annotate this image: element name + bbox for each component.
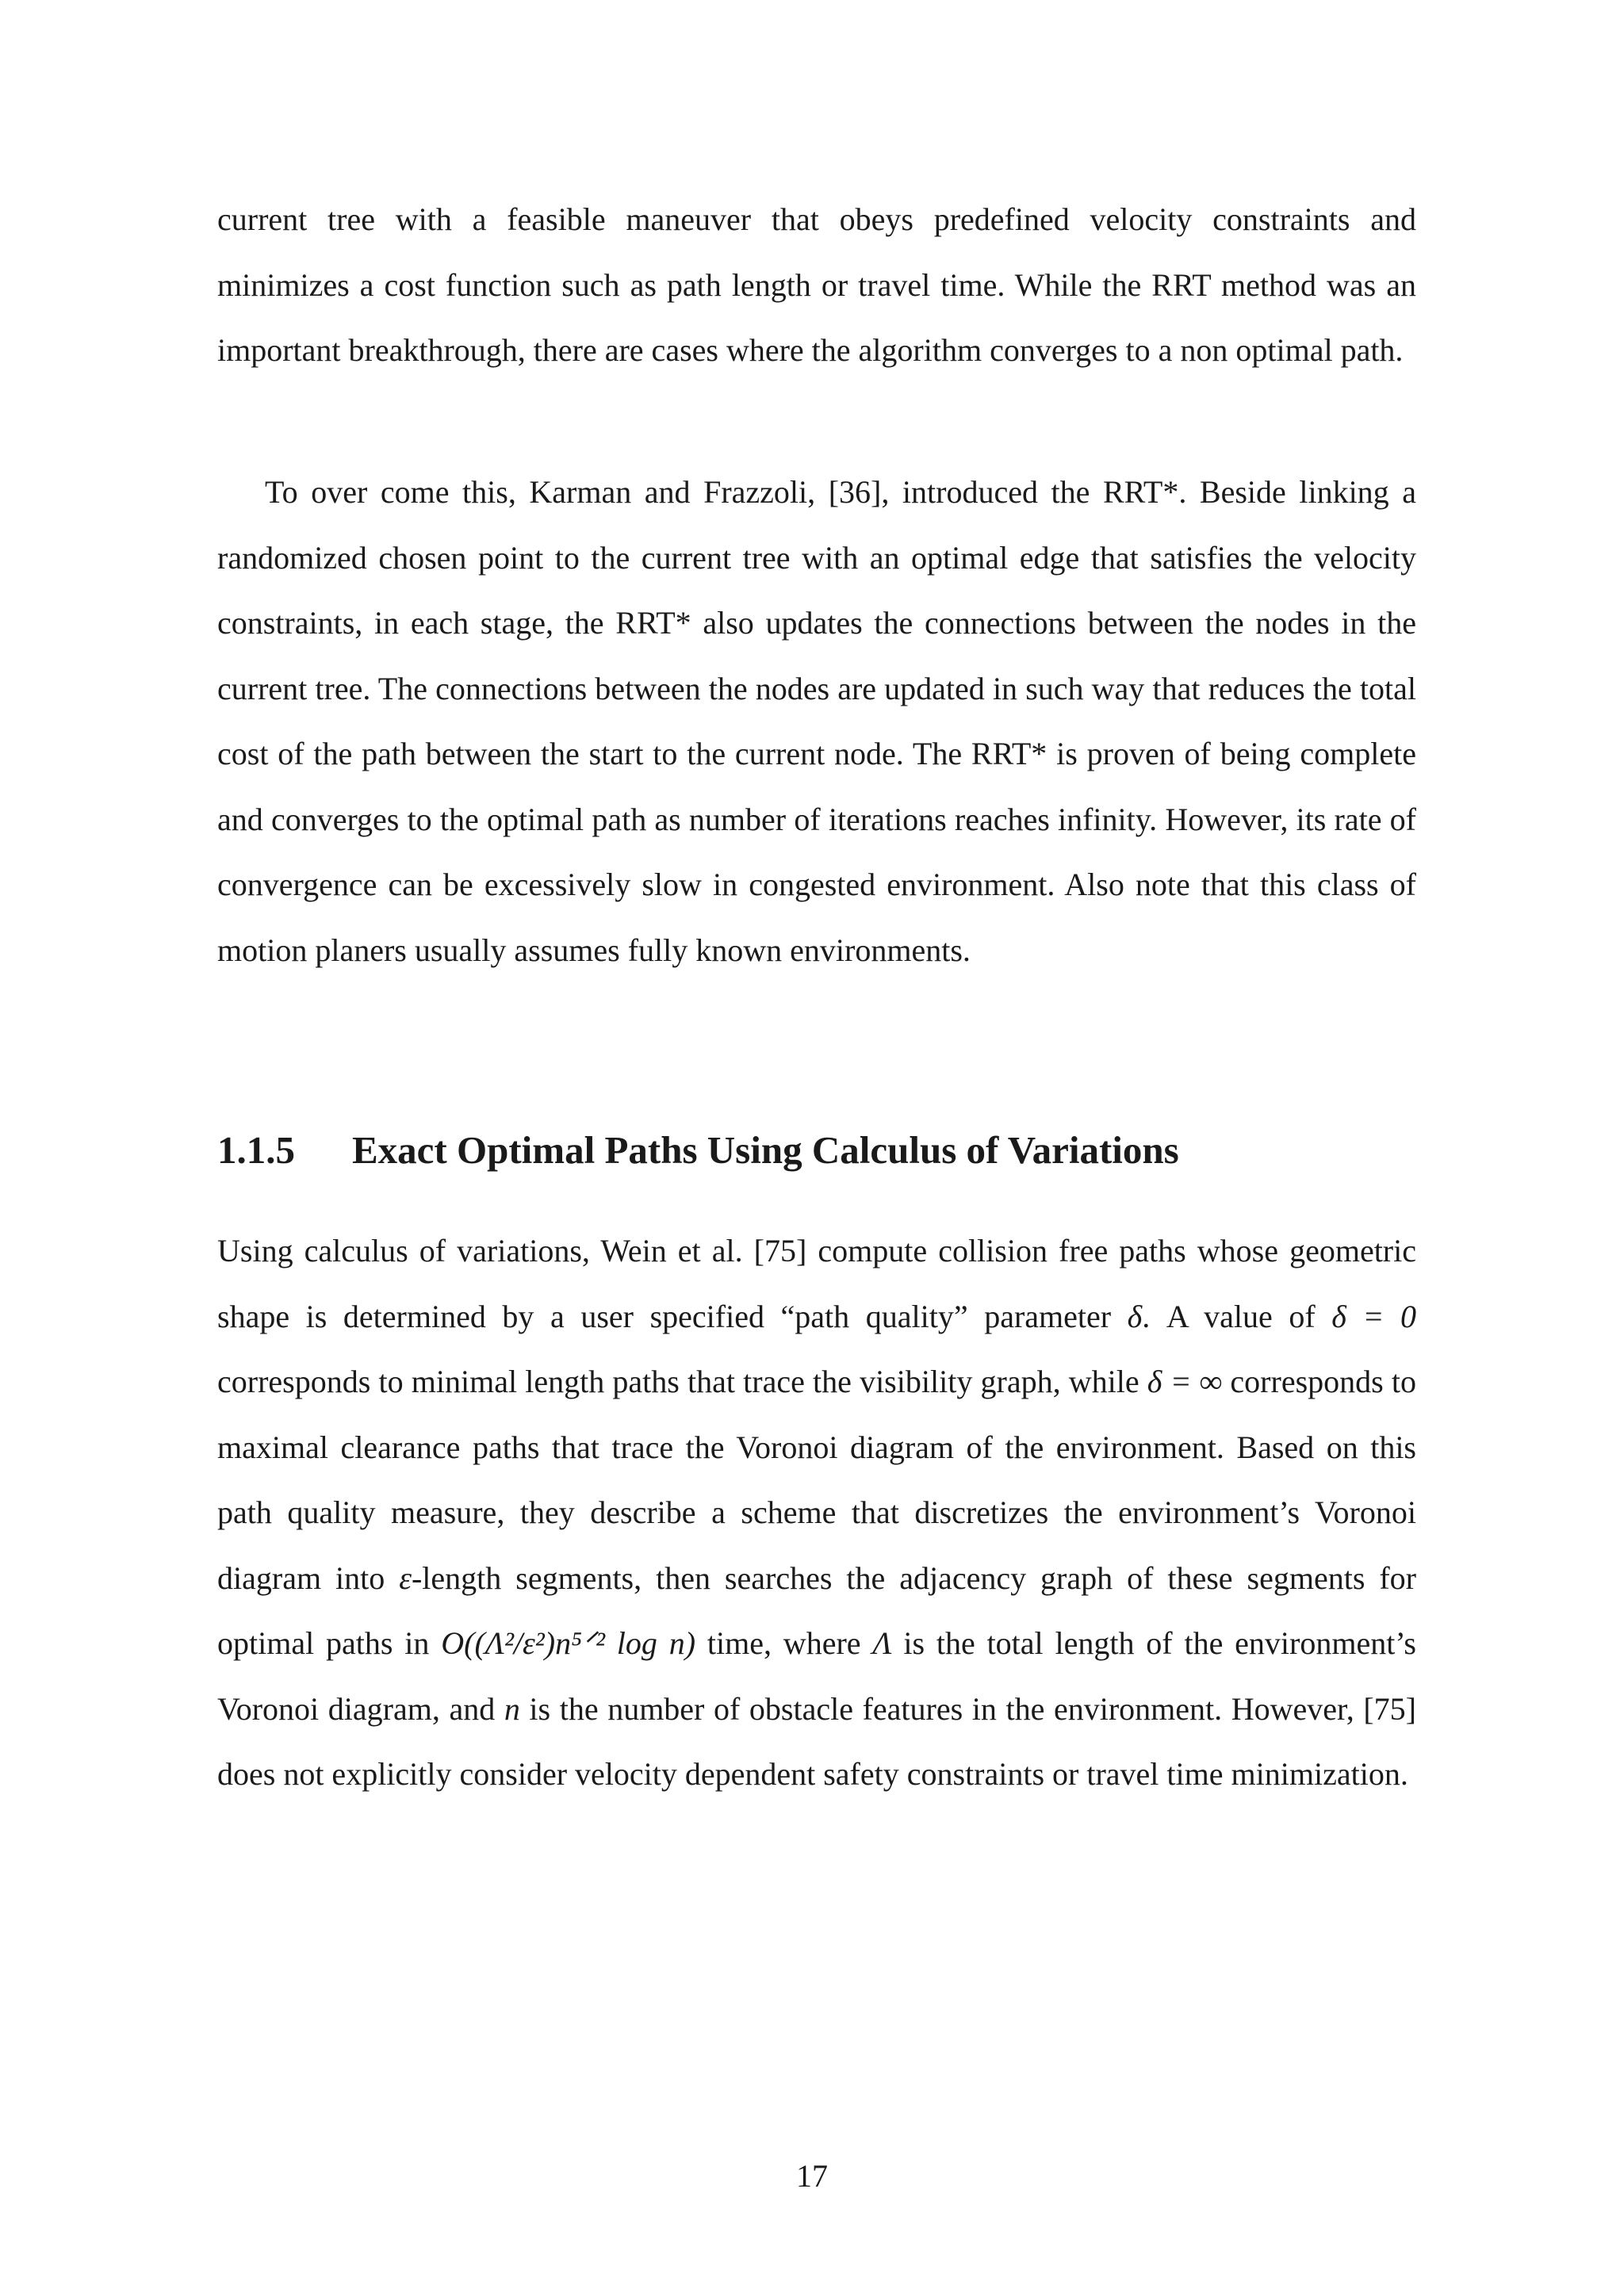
text-run: is the total length of the environment’s Voronoi diagram, and — [217, 1625, 1416, 1727]
text-run: -length segments, then searches the adjacency graph of these segments for optimal paths in — [217, 1559, 1417, 1661]
paragraph-calculus-of-variations — [217, 1219, 1416, 1808]
text-run: corresponds to maximal clearance paths that trace the Voronoi diagram of the environment. Based on this path quality measure, they describe a scheme that discretizes the environment’s Voronoi diagram into — [217, 1364, 1416, 1596]
math-n: n — [504, 1690, 520, 1727]
paragraph-rrt-star: To over come this, Karman and Frazzoli, [36], introduced the RRT*. Beside linking a randomized chosen point to the current tree with an optimal edge that satisfies the velocity constraints, in each stage, the RRT* also updates the connections between the nodes in the current tree. The connections between the nodes are updated in such way that reduces the total cost of the path between the start to the current node. The RRT* is proven of being complete and converges to the optimal path as number of iterations reaches infinity. However, its rate of convergence can be excessively slow in congested environment. Also note that this class of motion planers usually assumes fully known environments. — [217, 474, 1416, 968]
math-delta-zero: δ = 0 — [1331, 1298, 1416, 1334]
math-epsilon: ε — [399, 1559, 412, 1596]
text-run: corresponds to minimal length paths that trace the visibility graph, while — [217, 1364, 1147, 1399]
text-run: is the number of obstacle features in the environment. However, [75] does not explicitly consider velocity dependent safety constraints or travel time minimization. — [217, 1690, 1416, 1792]
text-run: Using calculus of variations, Wein et al. [75] compute collision free paths whose geometric shape is determined by a user specified “path quality” parameter — [217, 1233, 1416, 1334]
page-number: 17 — [796, 2158, 828, 2194]
section-title: Exact Optimal Paths Using Calculus of Variations — [352, 1128, 1179, 1172]
text-run: . A value of — [1142, 1298, 1332, 1334]
math-delta-infinity: δ = ∞ — [1147, 1364, 1223, 1399]
section-number: 1.1.5 — [217, 1128, 295, 1172]
math-lambda: Λ — [872, 1625, 892, 1661]
paragraph-continuation: current tree with a feasible maneuver that obeys predefined velocity constraints and minimizes a cost function such as path length or travel time. While the RRT method was an important breakthrough, there are cases where the algorithm converges to a non optimal path. — [217, 201, 1416, 368]
math-complexity: O((Λ²/ε²)n⁵ᐟ² log n) — [441, 1625, 696, 1661]
text-run: time, where — [695, 1625, 873, 1661]
math-delta: δ — [1127, 1298, 1143, 1334]
section-heading — [217, 1112, 1416, 1189]
